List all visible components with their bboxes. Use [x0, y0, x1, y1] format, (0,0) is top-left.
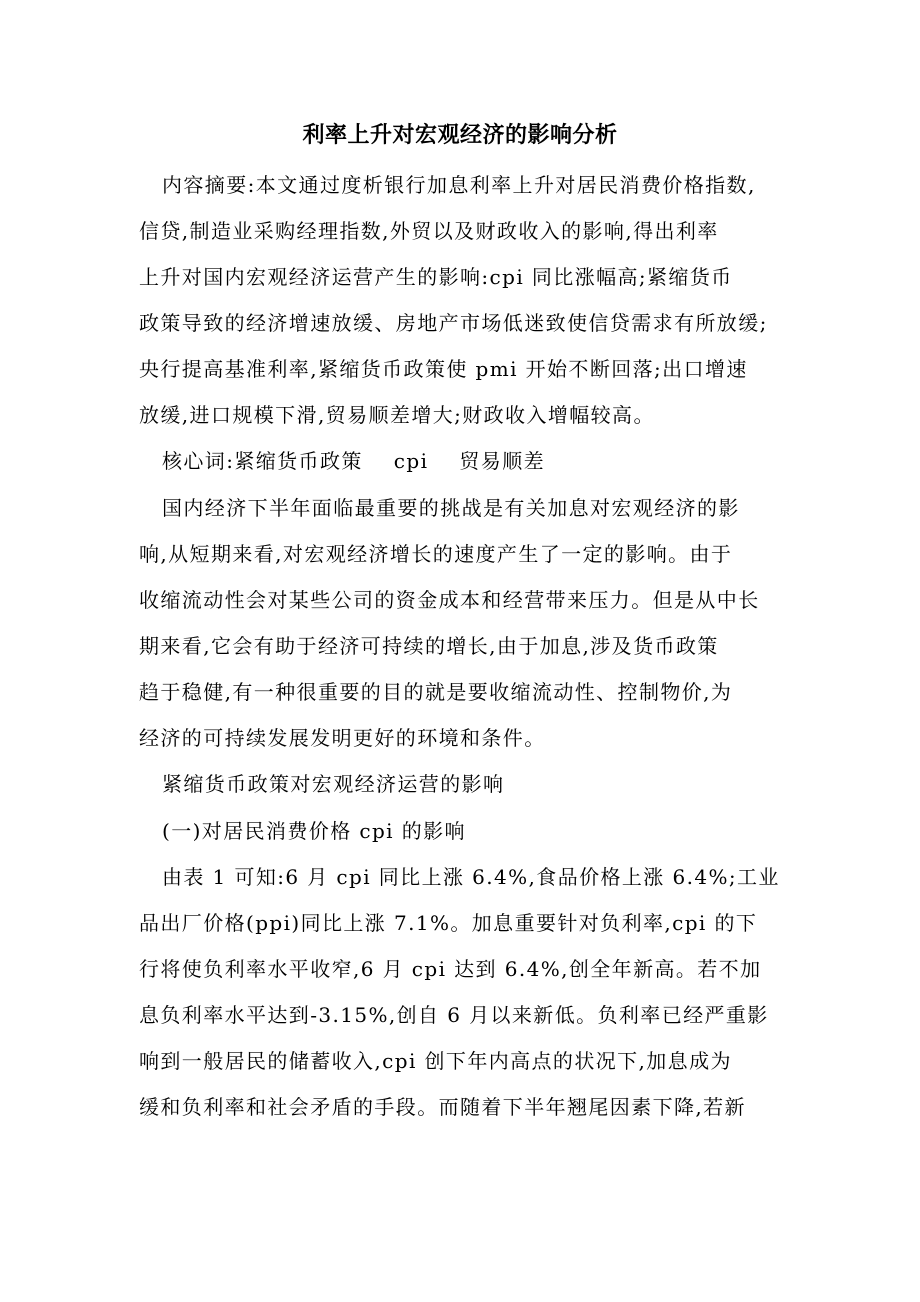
body-line: 响到一般居民的储蓄收入,cpi 创下年内高点的状况下,加息成为	[139, 1049, 732, 1073]
subsection-heading: (一)对居民消费价格 cpi 的影响	[162, 819, 466, 843]
intro-line: 响,从短期来看,对宏观经济增长的速度产生了一定的影响。由于	[139, 542, 733, 566]
intro-line: 经济的可持续发展发明更好的环境和条件。	[139, 726, 546, 750]
abstract-line: 内容摘要:本文通过度析银行加息利率上升对居民消费价格指数,	[162, 173, 756, 197]
body-line: 缓和负利率和社会矛盾的手段。而随着下半年翘尾因素下降,若新	[139, 1095, 746, 1119]
keywords-line: 核心词:紧缩货币政策 cpi 贸易顺差	[162, 449, 545, 473]
body-line: 息负利率水平达到-3.15%,创自 6 月以来新低。负利率已经严重影	[139, 1003, 769, 1027]
abstract-line: 上升对国内宏观经济运营产生的影响:cpi 同比涨幅高;紧缩货币	[139, 265, 733, 289]
intro-line: 国内经济下半年面临最重要的挑战是有关加息对宏观经济的影	[162, 496, 740, 520]
body-line: 行将使负利率水平收窄,6 月 cpi 达到 6.4%,创全年新高。若不加	[139, 957, 762, 981]
abstract-line: 放缓,进口规模下滑,贸易顺差增大;财政收入增幅较高。	[139, 403, 655, 427]
intro-line: 期来看,它会有助于经济可持续的增长,由于加息,涉及货币政策	[139, 634, 719, 658]
intro-line: 趋于稳健,有一种很重要的目的就是要收缩流动性、控制物价,为	[139, 680, 733, 704]
abstract-line: 央行提高基准利率,紧缩货币政策使 pmi 开始不断回落;出口增速	[139, 357, 748, 381]
intro-line: 收缩流动性会对某些公司的资金成本和经营带来压力。但是从中长	[139, 588, 760, 612]
abstract-line: 信贷,制造业采购经理指数,外贸以及财政收入的影响,得出利率	[139, 219, 719, 243]
document-title: 利率上升对宏观经济的影响分析	[302, 122, 618, 148]
abstract-line: 政策导致的经济增速放缓、房地产市场低迷致使信贷需求有所放缓;	[139, 311, 768, 335]
section-heading: 紧缩货币政策对宏观经济运营的影响	[162, 772, 505, 796]
body-line: 品出厂价格(ppi)同比上涨 7.1%。加息重要针对负利率,cpi 的下	[139, 911, 758, 935]
body-line: 由表 1 可知:6 月 cpi 同比上涨 6.4%,食品价格上涨 6.4%;工业	[162, 865, 780, 889]
